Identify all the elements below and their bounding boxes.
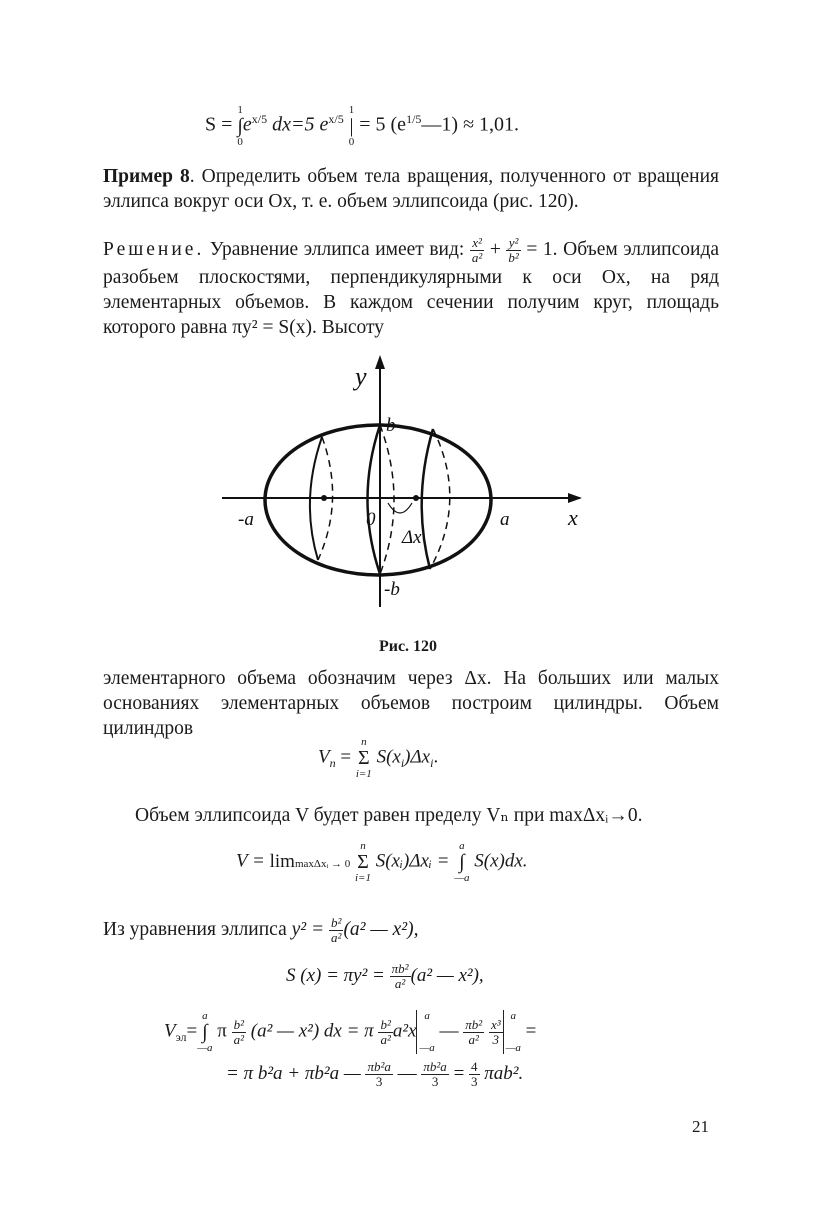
y-axis-arrow — [375, 355, 385, 369]
x-axis-arrow — [568, 493, 582, 503]
solution-paragraph: Решение. Уравнение эллипса имеет вид: $\frac{\text{x²}}{\text{a²}}$ + $\frac{\text{y²}}{\text{b²}}$ = 1. Объем эллипсоида разобьем плоскостями, перпендикулярными к оси Ox, на ряд элементарных объемов. В каждом сечении получим круг, площадь которого равна πy² = S(x). Высоту — [103, 235, 720, 338]
point-right — [413, 495, 419, 501]
page-number: 21 — [692, 1117, 709, 1136]
equation-limit: V = limmaxΔxᵢ → 0 n Σ i=1 S(xᵢ)Δxᵢ = a ∫ —a S(x)dx. — [236, 840, 528, 884]
section-arc-center — [368, 425, 381, 574]
section-dash-center — [380, 425, 394, 574]
paragraph-elementary-volume: элементарного объема обозначим через Δx. На больших или малых основаниях элементарных объемов построим цилиндры. Объем цилиндров — [103, 668, 719, 739]
example-paragraph: Пример 8. Определить объем тела вращения, полученного от вращения эллипса вокруг оси Ox, т. е. объем эллипсоида (рис. 120). — [103, 166, 720, 212]
fraction-x: $\frac{\text{x²}}{\text{a²}}$ — [471, 235, 483, 265]
equation-s: S (x) = πy² = $\frac{\text{πb²}}{\text{a²}}$ (a² — x²), — [286, 961, 484, 991]
ellipse — [265, 425, 491, 575]
label-a: a — [500, 509, 510, 530]
label-delta-x: Δx — [402, 527, 422, 548]
equation-v-ellipsoid: $V_{эл}=a$ ∫ —a π $\frac{\text{b²}}{\text{a²}}$ (a² — x²) dx = π $\frac{\text{b²}}{\text{a²}}$ a²xa —a — $\frac{\text{πb²}}{\text{a²}}$ $\frac{\text{x³}}{3}$ a —a = — [164, 1010, 537, 1054]
point-left — [321, 495, 327, 501]
lim-symbol: limmaxΔxᵢ → 0 — [269, 851, 351, 872]
delta-x-brace — [388, 503, 412, 513]
label-x: x — [568, 505, 578, 530]
ellipse-figure — [0, 355, 816, 635]
sum-symbol: n Σ i=1 — [355, 736, 372, 780]
equation-final: = π b²a + πb²a — $\frac{\text{πb²a}}{3}$ — $\frac{\text{πb²a}}{3}$ = $\frac{4}{3}$ πab². — [226, 1059, 524, 1089]
label-y: y — [355, 362, 367, 391]
sum-symbol-2: n Σ i=1 — [355, 840, 371, 884]
label-neg-b: -b — [384, 579, 400, 600]
equation-area-integral: S = 1 ∫ $0e^{x/5}$ dx=5 $e^{x/5}$ 1 | 0 = 5 $(e^{1/5}—1) \approx 1,01$. — [205, 104, 520, 148]
integral-symbol: a ∫ —a — [454, 840, 470, 884]
fraction-y: $\frac{\text{y²}}{\text{b²}}$ — [508, 235, 519, 265]
paragraph-limit: Объем эллипсоида V будет равен пределу Vₙ при maxΔxᵢ→0. — [135, 805, 643, 826]
label-neg-a: -a — [238, 509, 254, 530]
label-origin: 0 — [366, 509, 376, 530]
equation-vn: $V_n = n$ Σ i=1 $S(x_i)\Delta x_i$. — [318, 736, 439, 780]
integral-limits: 1 ∫ 0 — [237, 104, 243, 148]
paragraph-from-equation: Из уравнения эллипса y² = $\frac{\text{b²}}{\text{a²}}$ (a² — x²), — [103, 915, 419, 945]
figure-caption: Рис. 120 — [378, 638, 438, 655]
label-b: b — [386, 415, 396, 436]
